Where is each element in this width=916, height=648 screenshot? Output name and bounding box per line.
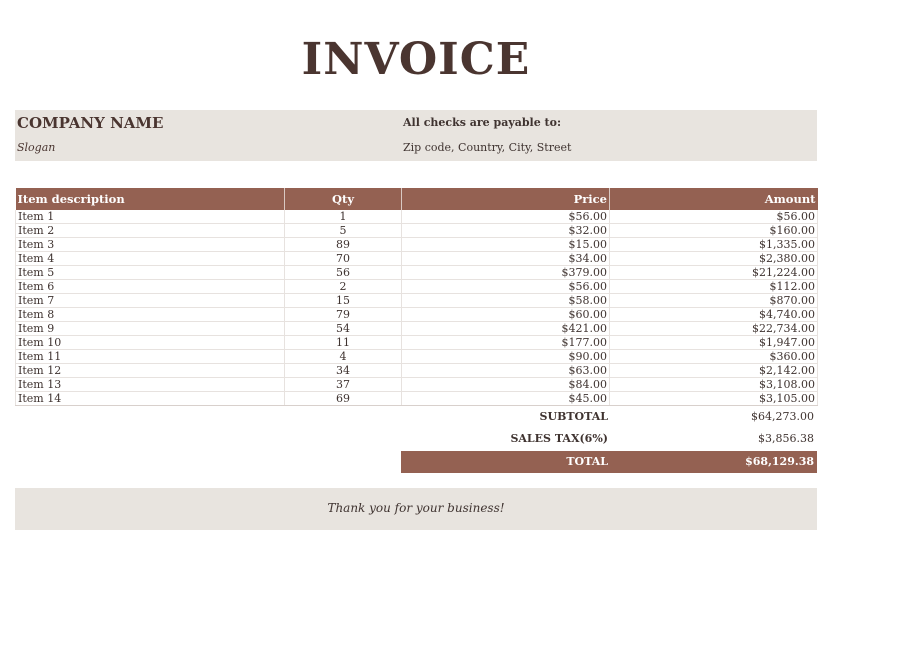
table-row xyxy=(16,392,818,406)
table-row xyxy=(16,266,818,280)
cell-amount: $1,335.00 xyxy=(610,238,818,252)
table-row xyxy=(16,336,818,350)
table-header-row xyxy=(16,188,818,210)
cell-amount: $4,740.00 xyxy=(610,308,818,322)
header-price: Price xyxy=(402,188,610,210)
cell-qty: 15 xyxy=(285,294,402,308)
table-row xyxy=(16,308,818,322)
cell-qty: 79 xyxy=(285,308,402,322)
cell-amount: $56.00 xyxy=(610,210,818,224)
cell-description: Item 2 xyxy=(16,224,285,238)
footer-band xyxy=(15,488,817,530)
cell-qty: 37 xyxy=(285,378,402,392)
cell-price: $84.00 xyxy=(402,378,610,392)
table-row xyxy=(16,294,818,308)
cell-price: $56.00 xyxy=(402,280,610,294)
table-row xyxy=(16,210,818,224)
cell-qty: 2 xyxy=(285,280,402,294)
header-qty: Qty xyxy=(285,188,402,210)
header-amount: Amount xyxy=(610,188,818,210)
cell-price: $60.00 xyxy=(402,308,610,322)
table-row xyxy=(16,364,818,378)
sales-tax-value: $3,856.38 xyxy=(758,432,814,445)
cell-description: Item 1 xyxy=(16,210,285,224)
table-row xyxy=(16,252,818,266)
cell-price: $177.00 xyxy=(402,336,610,350)
cell-price: $15.00 xyxy=(402,238,610,252)
cell-qty: 54 xyxy=(285,322,402,336)
invoice-title: INVOICE xyxy=(301,34,531,85)
cell-amount: $160.00 xyxy=(610,224,818,238)
cell-price: $421.00 xyxy=(402,322,610,336)
cell-description: Item 11 xyxy=(16,350,285,364)
cell-price: $34.00 xyxy=(402,252,610,266)
cell-description: Item 7 xyxy=(16,294,285,308)
cell-amount: $3,108.00 xyxy=(610,378,818,392)
cell-amount: $21,224.00 xyxy=(610,266,818,280)
table-row xyxy=(16,238,818,252)
cell-amount: $2,380.00 xyxy=(610,252,818,266)
cell-description: Item 13 xyxy=(16,378,285,392)
payable-address: Zip code, Country, City, Street xyxy=(403,141,572,154)
cell-qty: 1 xyxy=(285,210,402,224)
cell-qty: 34 xyxy=(285,364,402,378)
cell-description: Item 6 xyxy=(16,280,285,294)
table-row xyxy=(16,280,818,294)
cell-amount: $2,142.00 xyxy=(610,364,818,378)
cell-amount: $360.00 xyxy=(610,350,818,364)
cell-price: $45.00 xyxy=(402,392,610,406)
cell-description: Item 9 xyxy=(16,322,285,336)
cell-amount: $3,105.00 xyxy=(610,392,818,406)
cell-price: $90.00 xyxy=(402,350,610,364)
payable-label: All checks are payable to: xyxy=(403,116,562,129)
cell-description: Item 3 xyxy=(16,238,285,252)
cell-price: $63.00 xyxy=(402,364,610,378)
cell-qty: 11 xyxy=(285,336,402,350)
cell-description: Item 8 xyxy=(16,308,285,322)
cell-amount: $22,734.00 xyxy=(610,322,818,336)
cell-qty: 4 xyxy=(285,350,402,364)
cell-description: Item 14 xyxy=(16,392,285,406)
cell-description: Item 5 xyxy=(16,266,285,280)
cell-description: Item 10 xyxy=(16,336,285,350)
total-value: $68,129.38 xyxy=(745,455,814,468)
cell-amount: $1,947.00 xyxy=(610,336,818,350)
table-row xyxy=(16,322,818,336)
subtotal-row xyxy=(401,406,817,428)
company-slogan: Slogan xyxy=(17,141,56,154)
sales-tax-label: SALES TAX(6%) xyxy=(510,432,608,445)
table-row xyxy=(16,350,818,364)
cell-description: Item 4 xyxy=(16,252,285,266)
cell-qty: 89 xyxy=(285,238,402,252)
subtotal-value: $64,273.00 xyxy=(751,410,814,423)
thank-you-message: Thank you for your business! xyxy=(327,501,505,515)
cell-qty: 56 xyxy=(285,266,402,280)
subtotal-label: SUBTOTAL xyxy=(539,410,608,423)
total-label: TOTAL xyxy=(566,455,608,468)
cell-price: $32.00 xyxy=(402,224,610,238)
table-row xyxy=(16,224,818,238)
table-row xyxy=(16,378,818,392)
company-name: COMPANY NAME xyxy=(17,114,164,132)
cell-price: $58.00 xyxy=(402,294,610,308)
cell-amount: $870.00 xyxy=(610,294,818,308)
cell-qty: 69 xyxy=(285,392,402,406)
header-item-description: Item description xyxy=(16,188,285,210)
cell-amount: $112.00 xyxy=(610,280,818,294)
cell-price: $379.00 xyxy=(402,266,610,280)
cell-price: $56.00 xyxy=(402,210,610,224)
cell-qty: 70 xyxy=(285,252,402,266)
total-row xyxy=(401,451,817,473)
cell-qty: 5 xyxy=(285,224,402,238)
sales-tax-row xyxy=(401,428,817,450)
header-band xyxy=(15,110,817,161)
items-table xyxy=(15,188,818,406)
cell-description: Item 12 xyxy=(16,364,285,378)
